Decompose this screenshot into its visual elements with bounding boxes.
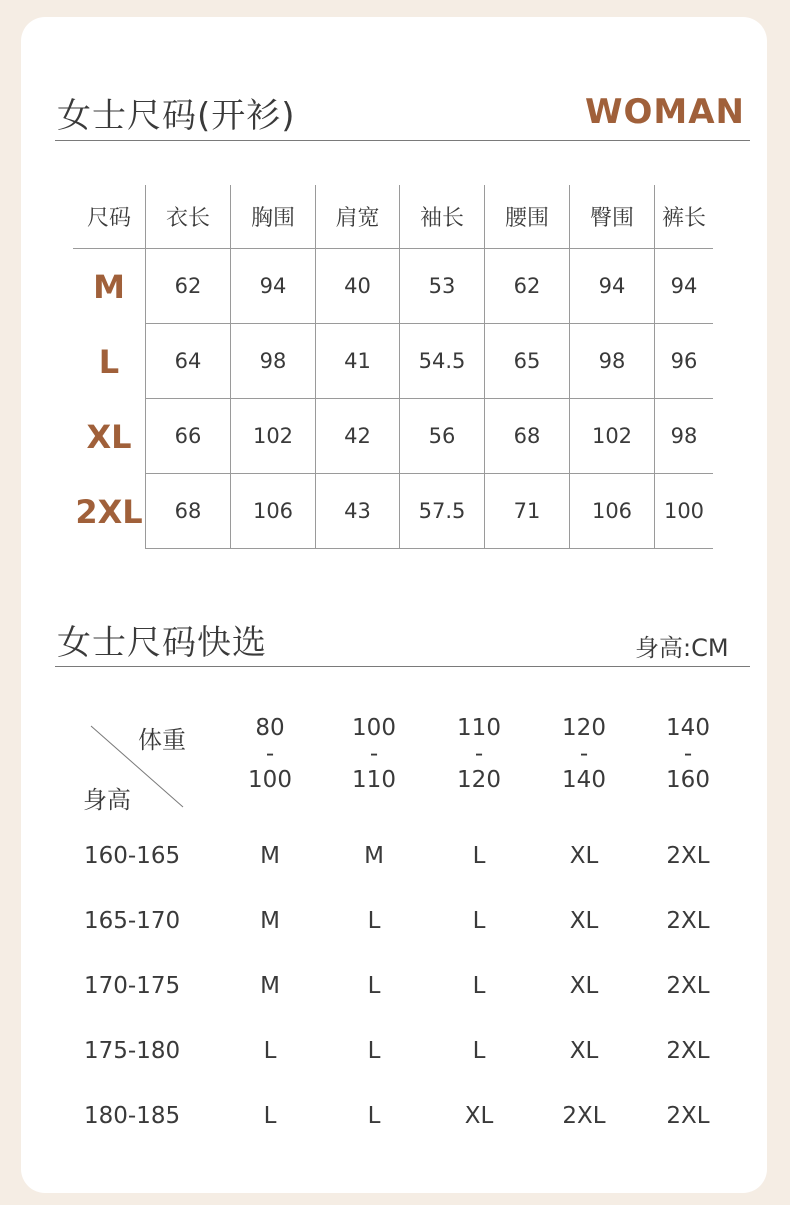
weight-range: 120 - 140: [562, 715, 606, 793]
table-header-cell: 袖长: [399, 185, 484, 248]
table-cell: 56: [399, 399, 484, 474]
recommended-size: L: [472, 908, 486, 934]
height-label: 身高: [83, 786, 131, 814]
table-header-cell: 胸围: [230, 185, 315, 248]
table-row: [73, 324, 713, 399]
recommended-size: XL: [569, 973, 599, 999]
table-cell: 64: [145, 324, 230, 399]
table-body: [73, 248, 713, 549]
height-range: 160-165: [84, 843, 181, 869]
recommended-size: L: [472, 973, 486, 999]
brand-label: WOMAN: [585, 92, 746, 132]
recommended-size: XL: [569, 843, 599, 869]
recommended-size: 2XL: [562, 1103, 606, 1129]
recommended-size: L: [367, 1103, 381, 1129]
table-cell: 100: [654, 474, 713, 549]
recommended-size: 2XL: [666, 1103, 710, 1129]
table-cell: 106: [230, 474, 315, 549]
table-row: [73, 249, 713, 324]
height-range: 170-175: [84, 973, 181, 999]
recommended-size: 2XL: [666, 843, 710, 869]
table-cell: 66: [145, 399, 230, 474]
recommended-size: L: [367, 973, 381, 999]
section1-divider: [55, 140, 750, 141]
table-header-cell: 裤长: [654, 185, 713, 248]
table-cell: 54.5: [399, 324, 484, 399]
table-cell: 102: [230, 399, 315, 474]
recommended-size: L: [367, 1038, 381, 1064]
table-cell: 94: [654, 249, 713, 324]
table-cell: 43: [315, 474, 399, 549]
table-cell: 94: [569, 249, 654, 324]
size-label: L: [98, 342, 120, 381]
table-cell: 71: [484, 474, 569, 549]
recommended-size: M: [260, 908, 280, 934]
table-cell: 53: [399, 249, 484, 324]
size-label: M: [93, 267, 125, 306]
section2-divider: [55, 666, 750, 667]
table-cell: 65: [484, 324, 569, 399]
recommended-size: L: [367, 908, 381, 934]
table-header-cell: 腰围: [484, 185, 569, 248]
table-header-cell: 臀围: [569, 185, 654, 248]
recommended-size: 2XL: [666, 973, 710, 999]
table-cell: 68: [484, 399, 569, 474]
table-cell: 106: [569, 474, 654, 549]
table-cell: 40: [315, 249, 399, 324]
table-cell: 96: [654, 324, 713, 399]
recommended-size: L: [472, 1038, 486, 1064]
table-cell: 57.5: [399, 474, 484, 549]
recommended-size: L: [263, 1038, 277, 1064]
recommended-size: L: [263, 1103, 277, 1129]
table-header-row: [73, 185, 713, 248]
weight-height-corner: [73, 710, 213, 815]
table-header-cell: 尺码: [86, 206, 131, 231]
table-cell: 94: [230, 249, 315, 324]
table-cell: 102: [569, 399, 654, 474]
recommended-size: M: [260, 973, 280, 999]
weight-range: 140 - 160: [666, 715, 710, 793]
recommended-size: M: [364, 843, 384, 869]
table-row: [73, 474, 713, 549]
recommended-size: 2XL: [666, 1038, 710, 1064]
weight-label: 体重: [138, 726, 186, 754]
table-cell: 98: [569, 324, 654, 399]
recommended-size: 2XL: [666, 908, 710, 934]
recommended-size: L: [472, 843, 486, 869]
height-range: 180-185: [84, 1103, 181, 1129]
height-range: 175-180: [84, 1038, 181, 1064]
weight-range: 110 - 120: [457, 715, 501, 793]
table-header-cell: 肩宽: [315, 185, 399, 248]
size-table: [73, 185, 713, 549]
table-header-cell: 衣长: [145, 185, 230, 248]
table-cell: 68: [145, 474, 230, 549]
recommended-size: XL: [464, 1103, 494, 1129]
height-unit-note: 身高:CM: [635, 634, 729, 662]
size-chart-title: 女士尺码(开衫): [57, 96, 296, 136]
recommended-size: XL: [569, 1038, 599, 1064]
height-range: 165-170: [84, 908, 181, 934]
table-cell: 98: [654, 399, 713, 474]
recommended-size: XL: [569, 908, 599, 934]
size-label: XL: [86, 417, 132, 456]
weight-range: 100 - 110: [352, 715, 396, 793]
table-cell: 42: [315, 399, 399, 474]
table-cell: 41: [315, 324, 399, 399]
recommended-size: M: [260, 843, 280, 869]
weight-range: 80 - 100: [248, 715, 292, 793]
table-row: [73, 399, 713, 474]
table-cell: 62: [145, 249, 230, 324]
size-label: 2XL: [75, 492, 143, 531]
table-cell: 62: [484, 249, 569, 324]
table-cell: 98: [230, 324, 315, 399]
quick-select-title: 女士尺码快选: [57, 623, 267, 663]
